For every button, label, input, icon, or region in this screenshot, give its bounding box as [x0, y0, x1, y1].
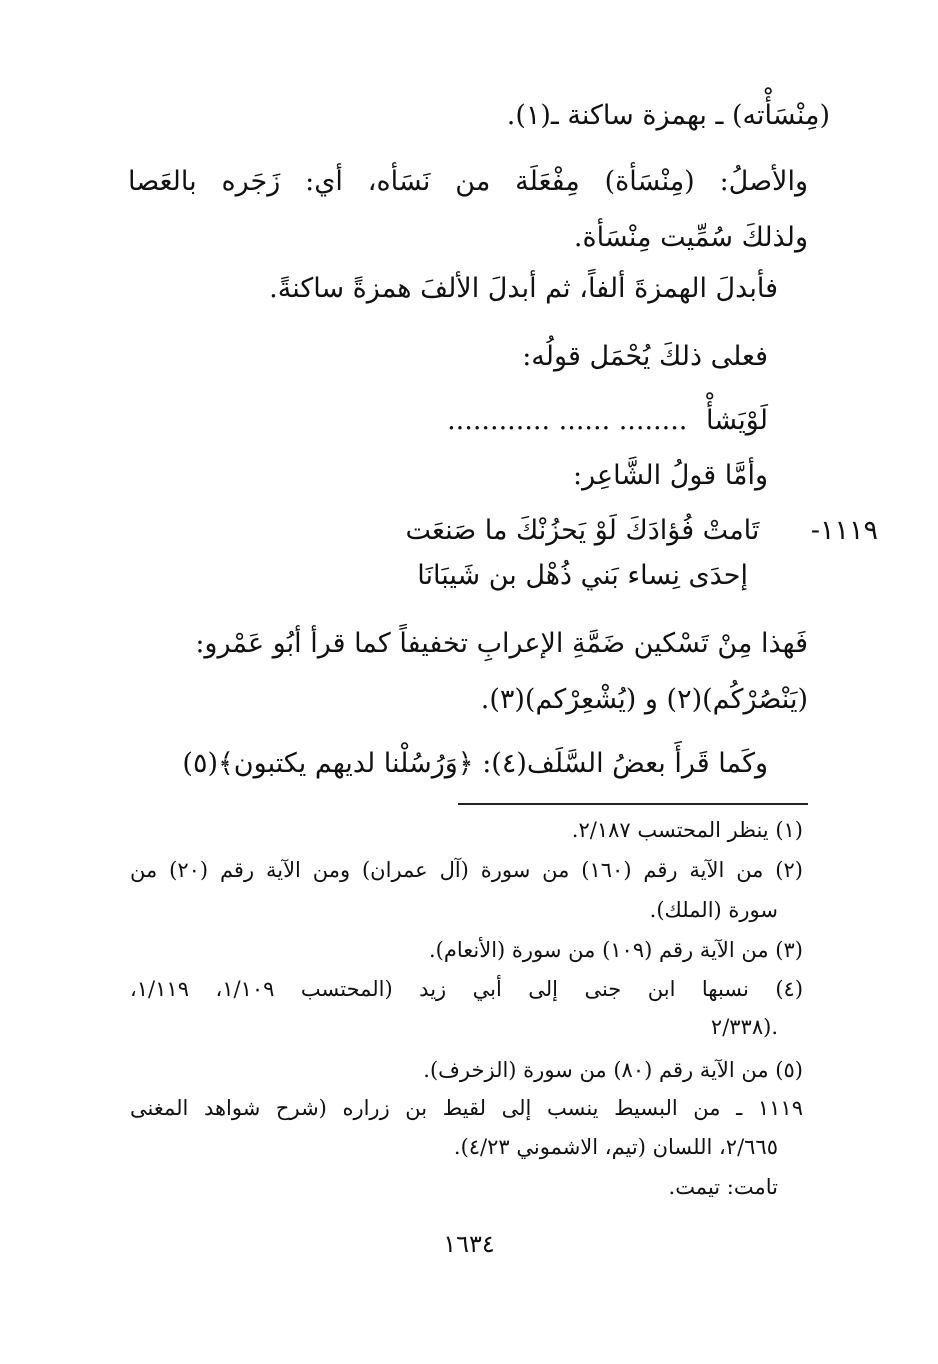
- footnote-divider: [458, 803, 808, 805]
- footnote: (٤) نسبها ابن جنى إلى أبي زيد (المحتسب ١/١٠٩، ١/١١٩،: [130, 977, 804, 1001]
- verse-text: تَامتْ فُؤادَكَ لَوْ يَحزُنْكَ ما صَنعَت: [405, 515, 760, 546]
- footnote: (٣) من الآية رقم (١٠٩) من سورة (الأنعام).: [428, 938, 803, 962]
- footnote: ١١١٩ ـ من البسيط ينسب إلى لقيط بن زراره (شرح شواهد المغنى: [130, 1096, 803, 1120]
- body-line: وكَما قَرأَ بعضُ السَّلَف(٤): ﴿وَرُسُلْنا لديهم يكتبون﴾(٥): [182, 748, 768, 779]
- body-line: ولذلكَ سُمِّيت مِنْسَأة.: [573, 222, 808, 253]
- page-number: ١٦٣٤: [443, 1230, 495, 1258]
- footnote: سورة (الملك).: [649, 898, 778, 922]
- footnote: تامت: تيمت.: [668, 1175, 778, 1199]
- body-line: والأصلُ: (مِنْسَأة) مِفْعَلَة من نَسَأه، أي: زَجَره بالعَصا: [128, 166, 808, 197]
- footnote: (٥) من الآية رقم (٨٠) من سورة (الزخرف).: [423, 1058, 803, 1082]
- footnote: (٢) من الآية رقم (١٦٠) من سورة (آل عمران) ومن الآية رقم (٢٠) من: [130, 858, 803, 882]
- quoted-word: لَوْيَشأْ: [705, 405, 768, 436]
- quote-line: [447, 405, 768, 436]
- body-line: وأمَّا قولُ الشَّاعِر:: [572, 460, 768, 491]
- body-line: (يَنْصُرْكُم)(٢) و (يُشْعِرْكم)(٣).: [480, 684, 808, 715]
- body-line: (مِنْسَأْته) ـ بهمزة ساكنة ـ(١).: [506, 100, 830, 131]
- footnote: ٢/٣٣٨).: [710, 1015, 778, 1039]
- ellipsis-dots: ........ ...... ............: [447, 405, 688, 436]
- body-line: فَهذا مِنْ تَسْكين ضَمَّةِ الإعرابِ تخفيفاً كما قرأ أبُو عَمْرو:: [195, 628, 808, 659]
- verse-number: ١١١٩-: [810, 515, 878, 546]
- footnote: (١) ينظر المحتسب ٢/١٨٧.: [571, 818, 803, 842]
- footnote: ٢/٦٦٥، اللسان (تيم، الاشموني ٤/٢٣).: [453, 1135, 778, 1159]
- verse-first-hemistich: [406, 515, 878, 546]
- body-line: فعلى ذلكَ يُحْمَل قولُه:: [522, 341, 768, 372]
- verse-second-hemistich: إحدَى نِساء بَني ذُهْل بن شَيبَانَا: [417, 560, 748, 591]
- body-line: فأبدلَ الهمزةَ ألفاً، ثم أبدلَ الألفَ همزةً ساكنةً.: [269, 273, 778, 304]
